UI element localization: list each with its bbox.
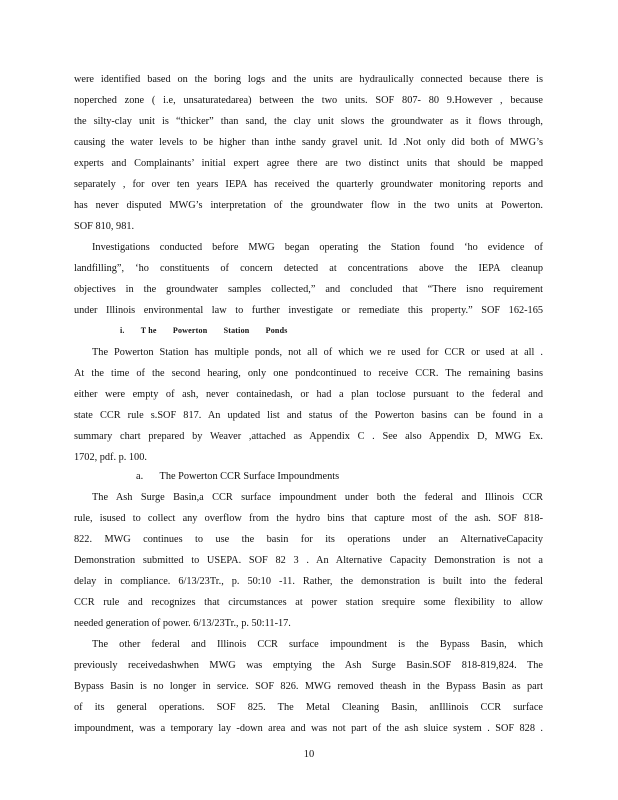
paragraph-line: The Ash Surge Basin,a CCR surface impoundment under both the federal and Illinois CCR	[92, 492, 543, 503]
paragraph-line: rule, isused to collect any overflow from the hydro bins that capture most of the ash. SOF 818-	[74, 513, 543, 524]
paragraph-line: 822. MWG continues to use the basin for its operations under an AlternativeCapacity	[74, 534, 543, 545]
paragraph-line: the silty-clay unit is “thicker” than sand, the clay unit slows the groundwater as it flows through,	[74, 116, 543, 127]
paragraph-line: Demonstration submitted to USEPA. SOF 82 3 . An Alternative Capacity Demonstration is not a	[74, 555, 543, 566]
heading-text: The Powerton CCR Surface Impoundments	[159, 471, 340, 482]
paragraph-line: experts and Complainants’ initial expert agree there are two distinct units that should be mapped	[74, 158, 543, 169]
paragraph-line: objectives in the groundwater samples collected,” and concluded that “There isno requirement	[74, 284, 543, 295]
paragraph-line: impoundment, was a temporary lay -down area and was not part of the ash sluice system . SOF 828 .	[74, 723, 543, 734]
section-heading-a	[136, 471, 339, 482]
heading-label: a.	[136, 471, 144, 482]
paragraph-line: The Powerton Station has multiple ponds, not all of which we re used for CCR or used at all .	[92, 347, 543, 358]
paragraph-line: The other federal and Illinois CCR surface impoundment is the Bypass Basin, which	[92, 639, 543, 650]
paragraph-line: were identified based on the boring logs and the units are hydraulically connected because there is	[74, 74, 543, 85]
paragraph-line: SOF 810, 981.	[74, 221, 135, 232]
paragraph-line: Bypass Basin is no longer in service. SOF 826. MWG removed theash in the Bypass Basin as part	[74, 681, 543, 692]
paragraph-line: previously receivedashwhen MWG was emptying the Ash Surge Basin.SOF 818-819,824. The	[74, 660, 543, 671]
paragraph-line: Investigations conducted before MWG began operating the Station found ‘ho evidence of	[92, 242, 543, 253]
paragraph-line: needed generation of power. 6/13/23Tr., p. 50:11-17.	[74, 618, 291, 629]
page-number: 10	[303, 749, 315, 760]
heading-word: T he	[140, 326, 157, 335]
paragraph-line: of its general operations. SOF 825. The Metal Cleaning Basin, anIllinois CCR surface	[74, 702, 543, 713]
paragraph-line: noperched zone ( i.e, unsaturatedarea) between the two units. SOF 807- 80 9.However , because	[74, 95, 543, 106]
paragraph-line: under Illinois environmental law to further investigate or remediate this property.” SOF 162-165	[74, 305, 543, 316]
heading-label: i.	[120, 326, 125, 335]
heading-word: Powerton	[172, 326, 208, 335]
paragraph-line: delay in compliance. 6/13/23Tr., p. 50:10 -11. Rather, the demonstration is built into the federal	[74, 576, 543, 587]
paragraph-line: landfilling”, ‘ho constituents of concern detected at concentrations above the IEPA cleanup	[74, 263, 543, 274]
paragraph-line: CCR rule and recognizes that circumstances at power station srequire some flexibility to allow	[74, 597, 543, 608]
paragraph-line: At the time of the second hearing, only one pondcontinued to receive CCR. The remaining basins	[74, 368, 543, 379]
heading-word: Ponds	[265, 326, 288, 335]
paragraph-line: state CCR rule s.SOF 817. An updated list and status of the Powerton basins can be found in a	[74, 410, 543, 421]
paragraph-line: either were empty of ash, never containedash, or had a plan toclose pursuant to the federal and	[74, 389, 543, 400]
paragraph-line: has never disputed MWG’s interpretation of the groundwater flow in the two units at Powerton.	[74, 200, 543, 211]
section-heading-i	[120, 326, 302, 335]
paragraph-line: separately , for over ten years IEPA has received the quarterly groundwater monitoring reports and	[74, 179, 543, 190]
paragraph-line: causing the water levels to be higher than inthe sandy gravel unit. Id .Not only did both of MWG’s	[74, 137, 543, 148]
heading-word: Station	[223, 326, 250, 335]
paragraph-line: 1702, pdf. p. 100.	[74, 452, 147, 463]
paragraph-line: summary chart prepared by Weaver ,attached as Appendix C . See also Appendix D, MWG Ex.	[74, 431, 543, 442]
